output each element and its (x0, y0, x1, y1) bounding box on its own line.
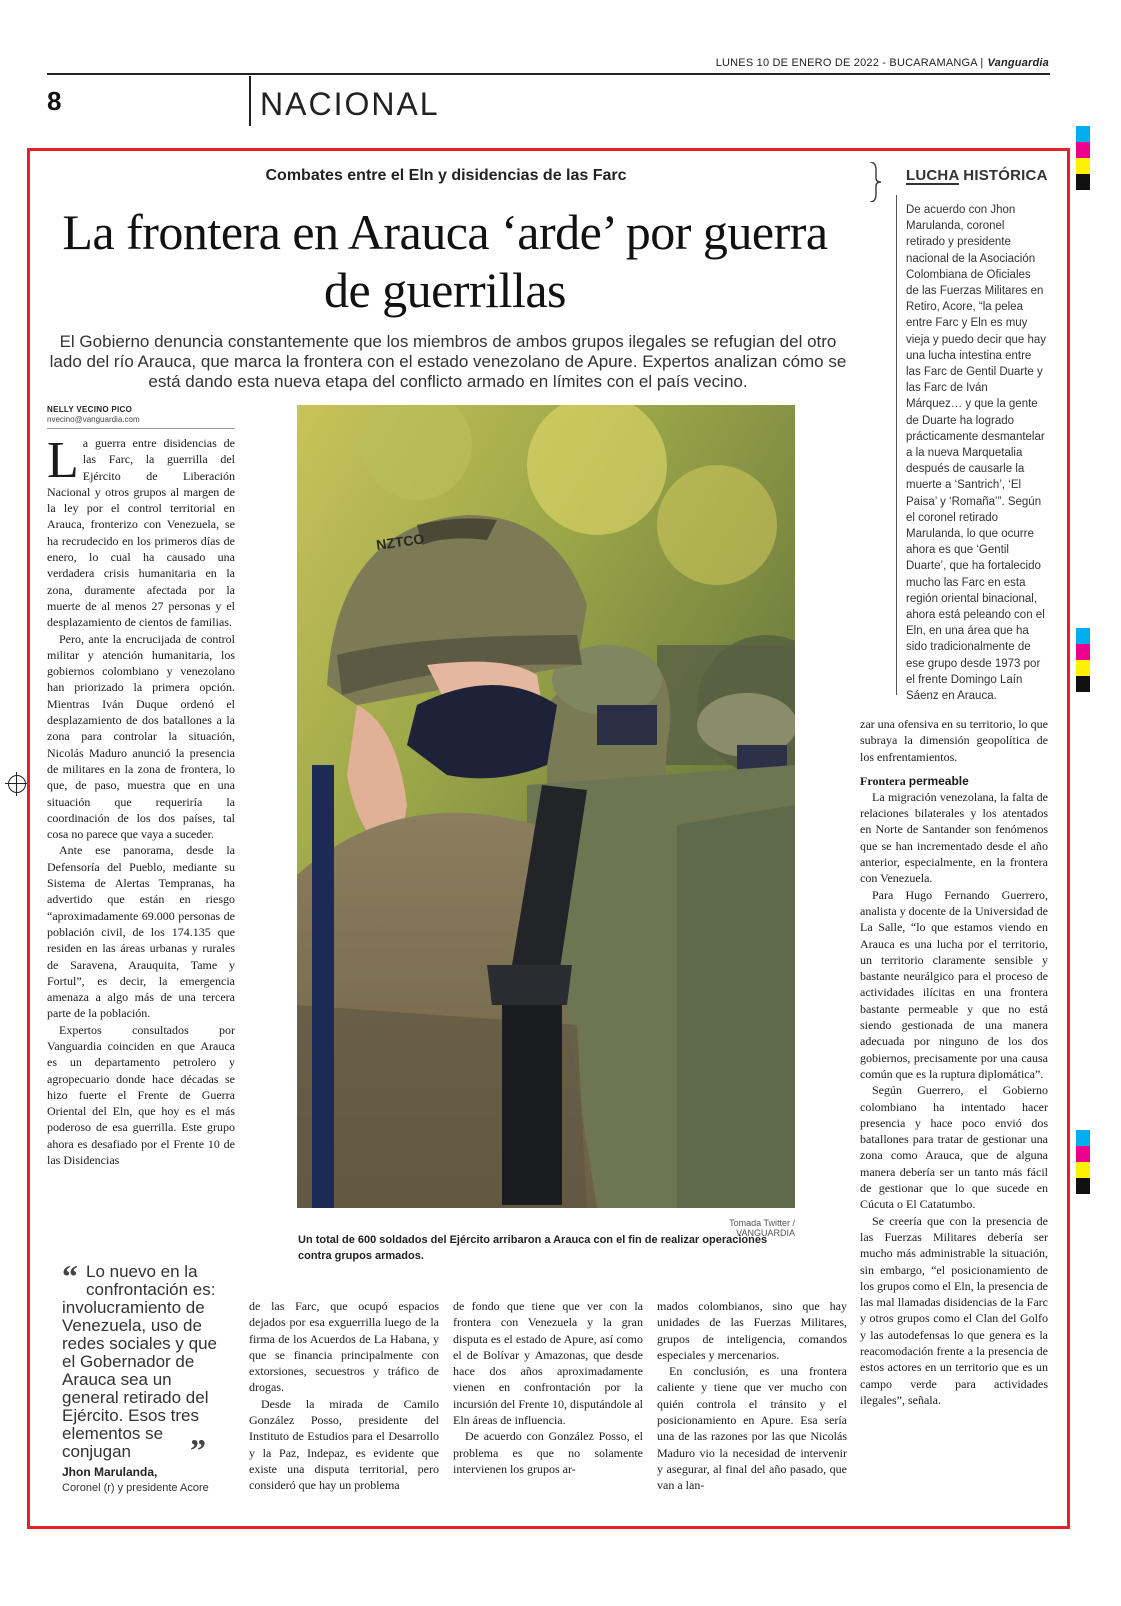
sidebar-title (906, 167, 1048, 184)
paragraph: Pero, ante la encrucijada de control militar y atención humanitaria, los gobiernos colombiano y venezolano han priorizado la primera opción. Mientras Iván Duque ordenó el desplazamiento de dos batallones a la zona para controlar la situación, Nicolás Maduro anunció la presencia de militares en la zona de frontera, lo que, de paso, muestra que en una situación que requeriría la coordinación de los dos países, tal cosa no parece que vaya a suceder. (47, 631, 235, 842)
body-column-4 (657, 1298, 847, 1494)
subheading-part-b: permeable (908, 773, 969, 788)
dateline (716, 57, 1049, 69)
paragraph: La guerra entre disidencias de las Farc, la guerrilla del Ejército de Liberación Nacional y otros grupos al margen de la ley por el control territorial en Arauca, fronterizo con Venezuela, se ha recrudecido en los primeros días de enero, lo cual ha causado una verdadera crisis humanitaria en la zona, duramente afectada por la muerte de al menos 27 personas y el desplazamiento de cientos de familias. (47, 432, 235, 630)
magenta-swatch (1076, 644, 1090, 660)
sidebar-text: De acuerdo con Jhon Marulanda, coronel retirado y presidente nacional de la Asociación Colombiana de Oficiales de las Fuerzas Militares en Retiro, Acore, “la pelea entre Farc y Eln es muy vieja y puedo decir que hay una lucha intestina entre las Farc de Gentil Duarte y las Farc de Iván Márquez… y que la gente de Duarte ha logrado prácticamente desmantelar a la nueva Marquetalia después de causarle la muerte a ‘Santrich’, ‘El Paisa’ y ‘Romaña’”. Según el coronel retirado Marulanda, lo que ocurre ahora es que ‘Gentil Duarte’, que ha fortalecido mucho las Farc en esta región oriental binacional, ahora está peleando con el Eln, en una área que ha sido tradicionalmente de ese grupo desde 1973 por el frente Domingo Laín Sáenz en Arauca. (906, 204, 1047, 703)
quote-role: Coronel (r) y presidente Acore (62, 1482, 209, 1494)
byline-email: nvecino@vanguardia.com (47, 415, 140, 424)
black-swatch (1076, 174, 1090, 190)
sidebar-title-a: LUCHA (906, 167, 959, 184)
black-swatch (1076, 1178, 1090, 1194)
color-marks-middle (1076, 628, 1090, 692)
body-column-1 (47, 432, 235, 1168)
cyan-swatch (1076, 126, 1090, 142)
cyan-swatch (1076, 628, 1090, 644)
paragraph: mados colombianos, sino que hay unidades de las Fuerzas Militares, grupos de inteligencia, comandos especiales y mercenarios. (657, 1299, 847, 1362)
magenta-swatch (1076, 1146, 1090, 1162)
cyan-swatch (1076, 1130, 1090, 1146)
paragraph: de las Farc, que ocupó espacios dejados por esa exguerrilla luego de la firma de los Acuerdos de La Habana, y que se financia principalmente con extorsiones, secuestros y tráfico de drogas. (249, 1299, 439, 1395)
body-column-3 (453, 1298, 643, 1477)
byline-author: NELLY VECINO PICO (47, 405, 133, 414)
article-headline: La frontera en Arauca ‘arde’ por guerra de guerrillas (62, 204, 828, 318)
paragraph: De acuerdo con González Posso, el problema es que no solamente intervienen los grupos ar- (453, 1429, 643, 1476)
paragraph: Se creería que con la presencia de las Fuerzas Militares debería ser mucho más administrable la situación, sin embargo, “el posicionamiento de los grupos como el Eln, la presencia de las mal llamadas disidencias de la Farc y otros grupos como el Clan del Golfo y las autodefensas lo que genera es la reacomodación frente a la presencia de estos actores en un territorio que es un campo verde para actividades ilegales”, señala. (860, 1213, 1048, 1407)
header-rule (47, 73, 1050, 75)
article-deck: El Gobierno denuncia constantemente que los miembros de ambos grupos ilegales se refugian del otro lado del río Arauca, que marca la frontera con el estado venezolano de Apure. Expertos analizan cómo se está dando esta nueva etapa del conflicto armado en límites con el país vecino. (49, 332, 847, 391)
photo-credit: Tomada Twitter / VANGUARDIA (729, 1218, 795, 1238)
color-marks-top (1076, 126, 1090, 190)
brand-logo: Vanguardia (987, 57, 1049, 69)
header-divider (249, 76, 251, 126)
subheading-part-a: Frontera (860, 773, 906, 788)
pull-quote-text: Lo nuevo en la confrontación es: involucramiento de Venezuela, uso de redes sociales y que el Gobernador de Arauca sea un general retirado del Ejército. Esos tres elementos se conjugan (62, 1262, 217, 1461)
quote-author: Jhon Marulanda, (62, 1465, 158, 1479)
quote-close-icon: ” (190, 1432, 206, 1468)
paragraph: zar una ofensiva en su territorio, lo que subraya la dimensión geopolítica de los enfrentamientos. (860, 717, 1048, 764)
black-swatch (1076, 676, 1090, 692)
paragraph: Expertos consultados por Vanguardia coinciden en que Arauca es un departamento petrolero y agropecuario donde hace décadas se hizo fuerte el Frente de Guerra Oriental del Eln, que hoy es el más poderoso de esa guerrilla. Este grupo ahora es desafiado por el Frente 10 de las Disidencias (47, 1022, 235, 1168)
photo-caption: Un total de 600 soldados del Ejército arribaron a Arauca con el fin de realizar operaciones contra grupos armados. (298, 1234, 768, 1262)
paragraph: Ante ese panorama, desde la Defensoría del Pueblo, mediante su Sistema de Alertas Tempranas, ha advertido que están en riesgo “aproximadamente 69.000 personas de población civil, de los 174.135 que residen en las áreas urbanas y rurales de Saravena, Arauquita, Tame y Fortul”, es decir, la emergencia amenaza a algo más de una tercera parte de la población. (47, 843, 235, 1021)
paragraph: En conclusión, es una frontera caliente y tiene que ver mucho con quién controla el tránsito y el posicionamiento en Apure. Esa sería una de las razones por las que Nicolás Maduro vio la necesidad de intervenir y asegurar, al final del año pasado, que van a lan- (657, 1364, 847, 1493)
paragraph: Según Guerrero, el Gobierno colombiano ha intentado hacer presencia y hace poco envió dos batallones para tratar de gestionar una zona como Arauca, que de alguna manera debería ser un tanto más fácil de gestionar que lo que sucede en Cúcuta o El Catatumbo. (860, 1083, 1048, 1212)
body-column-5 (860, 716, 1048, 1408)
paragraph: La migración venezolana, la falta de relaciones bilaterales y los atentados en Norte de Santander son fenómenos que se han incrementado desde el año anterior, especialmente, en la frontera con Venezuela. (860, 789, 1048, 886)
dateline-text: LUNES 10 DE ENERO DE 2022 - BUCARAMANGA | (715, 57, 984, 69)
helmet-label: NZTCO (375, 530, 426, 553)
body-column-2 (249, 1298, 439, 1494)
paragraph: Desde la mirada de Camilo González Posso, presidente del Instituto de Estudios para el Desarrollo y la Paz, Indepaz, es evidente que existe una disputa territorial, pero consideró que hay un problema (249, 1396, 439, 1493)
paragraph: Para Hugo Fernando Guerrero, analista y docente de la Universidad de La Salle, “lo que estamos viendo en Arauca es una lucha por el territorio, un territorio claramente sensible y bastante neurálgico para el proceso de actividades ilícitas en una frontera bastante permeable y que no está siendo gestionada de una manera adecuada por ninguno de los dos gobiernos, precisamente por una causa común que es la ruptura diplomática”. (860, 887, 1048, 1081)
magenta-swatch (1076, 142, 1090, 158)
article-kicker: Combates entre el Eln y disidencias de las Farc (265, 167, 627, 184)
section-title: NACIONAL (260, 86, 440, 122)
registration-mark-icon (8, 775, 26, 793)
sidebar-rule (896, 195, 897, 695)
quote-open-icon: “ (62, 1258, 78, 1294)
article-photo (297, 405, 795, 1208)
subheading (860, 773, 1048, 789)
sidebar-title-b: HISTÓRICA (958, 167, 1048, 184)
yellow-swatch (1076, 1162, 1090, 1178)
paragraph: de fondo que tiene que ver con la frontera con Venezuela y la gran disputa es el estado de Apure, así como el de Bolívar y Amazonas, que desde hace dos años aproximadamente vienen en confrontación por la incursión del Frente 10, disputándole al Eln áreas de influencia. (453, 1299, 643, 1428)
yellow-swatch (1076, 660, 1090, 676)
color-marks-bottom (1076, 1130, 1090, 1194)
byline-rule (47, 428, 235, 429)
page-number: 8 (47, 86, 62, 116)
yellow-swatch (1076, 158, 1090, 174)
brace-icon (868, 162, 882, 202)
